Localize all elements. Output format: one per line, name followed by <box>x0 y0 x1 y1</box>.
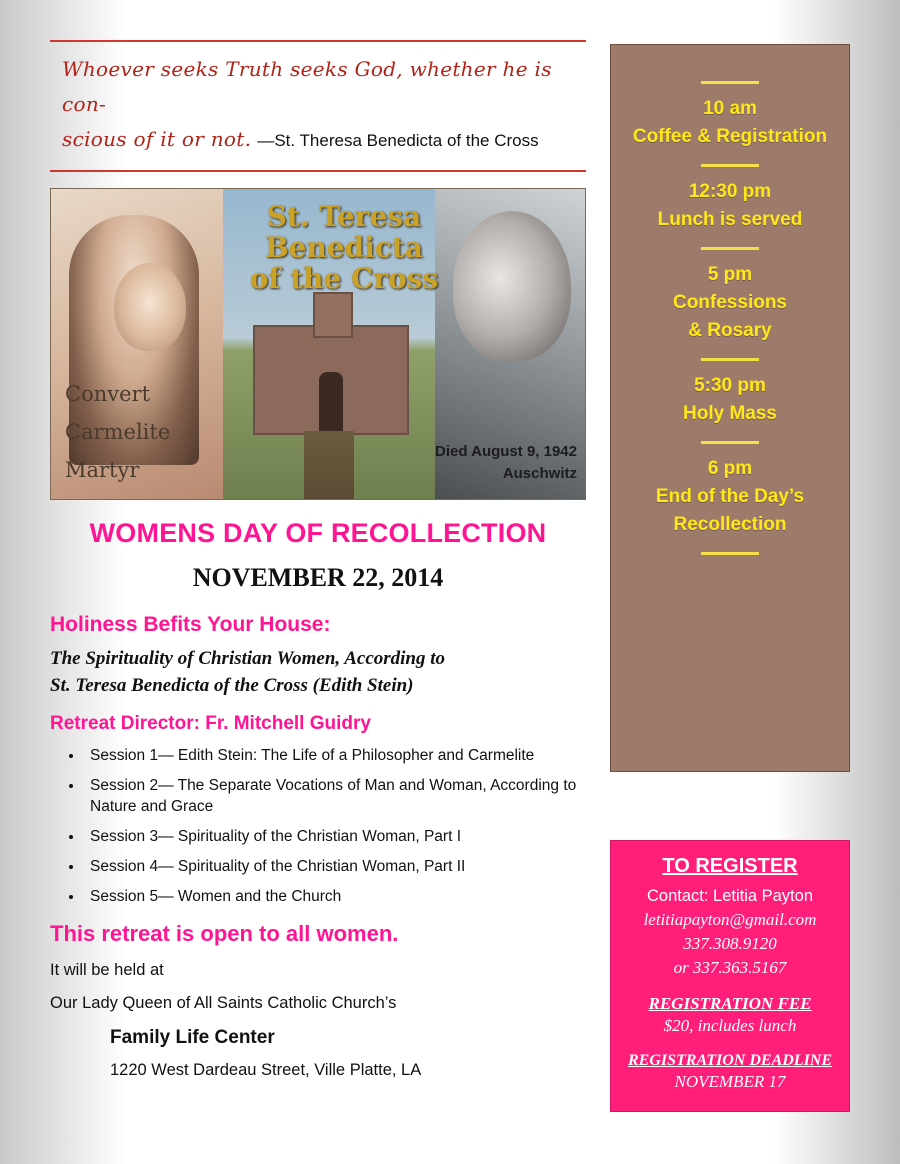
list-item: • Session 3— Spirituality of the Christian Woman, Part I <box>84 826 586 847</box>
quote-line-2 <box>50 122 586 158</box>
schedule-time-2: 12:30 pm <box>688 181 772 202</box>
theme-heading: Holiness Befits Your House: <box>50 613 331 636</box>
session-list <box>50 745 586 907</box>
schedule-label-5b: Recollection <box>673 514 787 535</box>
saint-poster-image <box>50 188 586 500</box>
registration-fee-value: $20, includes lunch <box>663 1016 797 1035</box>
schedule-label-4: Holy Mass <box>683 403 777 424</box>
list-item: • Session 4— Spirituality of the Christian Woman, Part II <box>84 856 586 877</box>
quote-text-line2: scious of it or not. <box>62 127 252 151</box>
registration-deadline-value: NOVEMBER 17 <box>674 1072 786 1091</box>
quote-text-line1: Whoever seeks Truth seeks God, whether he is con- <box>62 57 552 116</box>
gate-tower <box>313 292 354 338</box>
schedule-label-3b: & Rosary <box>688 320 772 341</box>
theme-subtitle-line2: St. Teresa Benedicta of the Cross (Edith Stein) <box>50 675 414 696</box>
registration-fee-heading: REGISTRATION FEE <box>648 994 812 1013</box>
poster-title-line3: of the Cross <box>249 262 439 295</box>
registration-deadline-heading: REGISTRATION DEADLINE <box>627 1052 833 1069</box>
location-address: 1220 West Dardeau Street, Ville Platte, LA <box>110 1061 422 1079</box>
poster-keyword-carmelite: Carmelite <box>65 420 171 444</box>
theme-subtitle-line1: The Spirituality of Christian Women, According to <box>50 648 446 669</box>
location-intro: It will be held at <box>50 961 164 979</box>
quote-block <box>50 40 586 172</box>
event-title: WOMENS DAY OF RECOLLECTION <box>89 518 547 548</box>
theme-subtitle <box>50 645 586 699</box>
schedule-label-5: End of the Day’s <box>655 486 805 507</box>
event-date: NOVEMBER 22, 2014 <box>192 563 444 592</box>
gate-arch <box>319 372 343 433</box>
list-item: • Session 1— Edith Stein: The Life of a Philosopher and Carmelite <box>84 745 586 766</box>
poster-left-panel <box>51 189 223 499</box>
list-item: • Session 5— Women and the Church <box>84 886 586 907</box>
poster-title <box>229 201 459 294</box>
schedule-divider <box>701 164 759 167</box>
quote-attribution: —St. Theresa Benedicta of the Cross <box>257 131 539 150</box>
location-parish: Our Lady Queen of All Saints Catholic Church’s <box>50 994 397 1012</box>
schedule-time-5: 6 pm <box>707 458 753 479</box>
schedule-divider <box>701 247 759 250</box>
schedule-label-3: Confessions <box>672 292 788 313</box>
schedule-time-3: 5 pm <box>707 264 753 285</box>
schedule-divider <box>701 81 759 84</box>
register-contact: Contact: Letitia Payton <box>646 887 813 905</box>
poster-keyword-martyr: Martyr <box>65 458 140 482</box>
schedule-divider <box>701 552 759 555</box>
poster-death-date: Died August 9, 1942 <box>435 443 577 460</box>
schedule-divider <box>701 358 759 361</box>
edith-stein-photo <box>453 211 571 361</box>
poster-death-place: Auschwitz <box>502 465 577 482</box>
poster-keywords <box>65 375 170 489</box>
register-title: TO REGISTER <box>662 855 798 877</box>
location-venue: Family Life Center <box>110 1027 275 1048</box>
poster-title-line2: Benedicta <box>265 231 423 264</box>
schedule-label-2: Lunch is served <box>657 209 803 230</box>
schedule-time-1: 10 am <box>703 98 757 119</box>
auschwitz-gate-illustration <box>253 325 410 434</box>
schedule-divider <box>701 441 759 444</box>
quote-line-1 <box>50 52 586 122</box>
schedule-time-4: 5:30 pm <box>694 375 766 396</box>
register-phone-2: or 337.363.5167 <box>673 958 787 977</box>
retreat-director: Retreat Director: Fr. Mitchell Guidry <box>50 713 371 734</box>
registration-panel <box>610 840 850 1112</box>
schedule-label-1: Coffee & Registration <box>632 126 828 147</box>
register-phone-1: 337.308.9120 <box>683 934 777 953</box>
poster-death-caption <box>435 441 577 485</box>
schedule-panel <box>610 44 850 772</box>
poster-keyword-convert: Convert <box>65 382 151 406</box>
open-to-all-notice: This retreat is open to all women. <box>50 921 399 946</box>
nun-face <box>114 263 186 351</box>
railway-tracks <box>304 431 355 499</box>
register-email[interactable]: letitiapayton@gmail.com <box>643 910 817 929</box>
list-item: • Session 2— The Separate Vocations of Man and Woman, According to Nature and Grace <box>84 775 586 817</box>
poster-title-line1: St. Teresa <box>266 200 422 233</box>
left-column <box>50 40 586 1080</box>
